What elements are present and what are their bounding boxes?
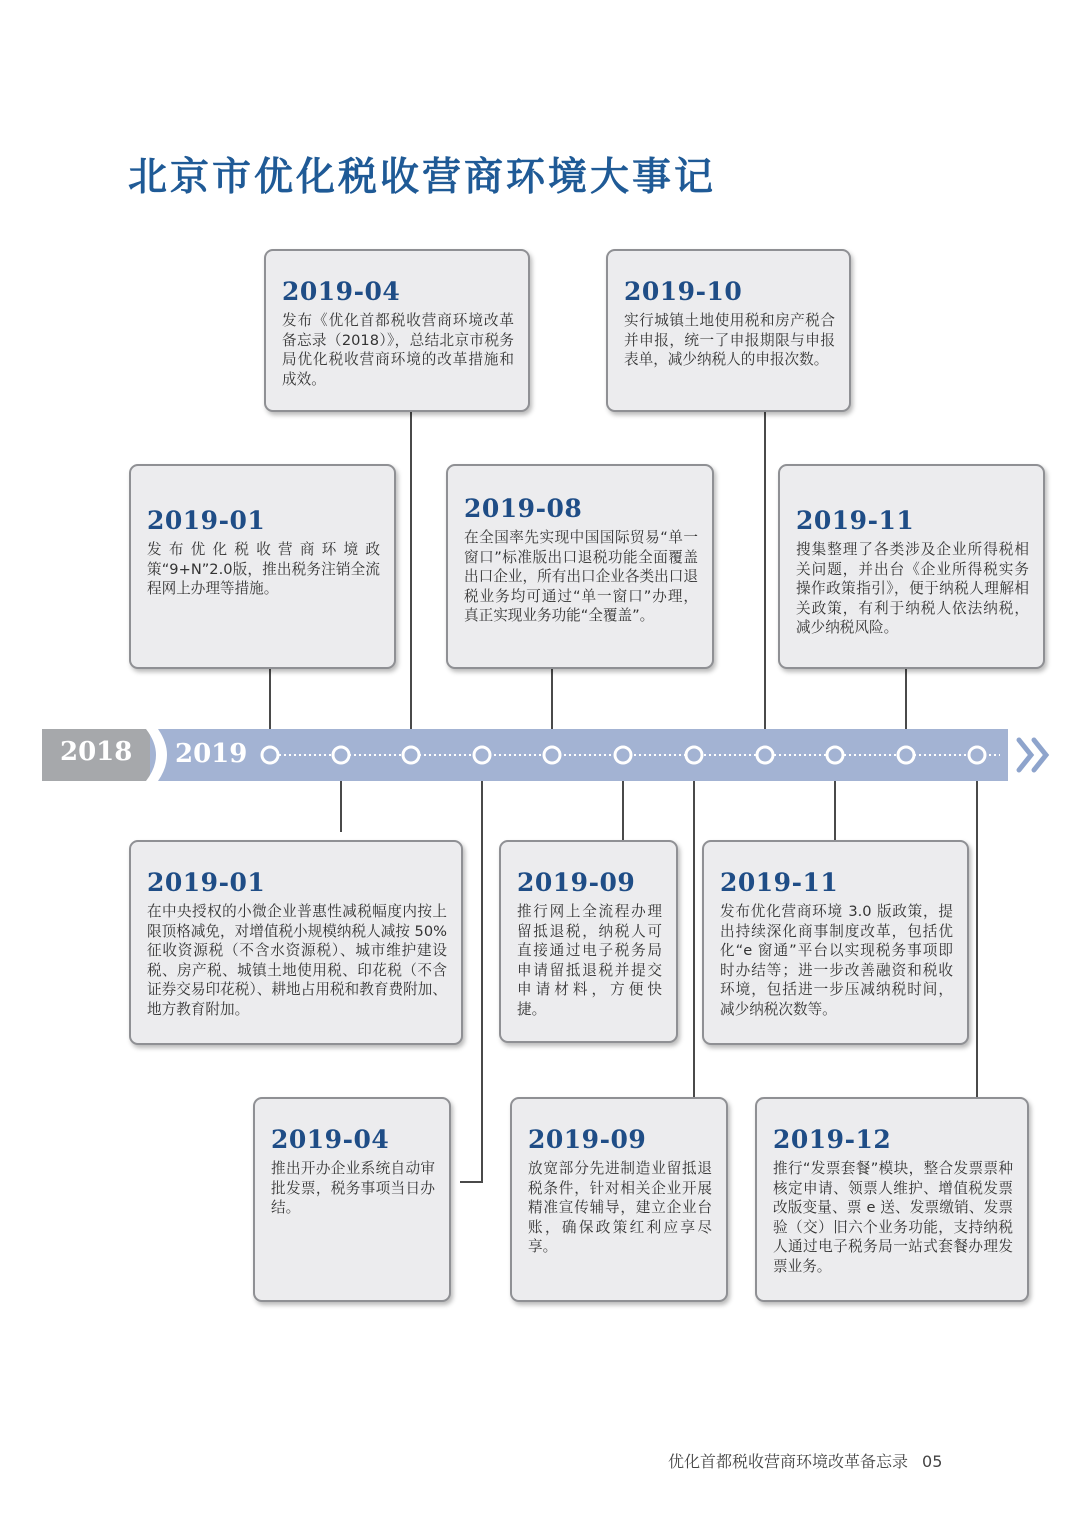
connector-line: [460, 1181, 483, 1183]
timeline: [0, 720, 1080, 790]
timeline-node: [898, 747, 914, 763]
event-card: [755, 1097, 1029, 1302]
event-text: 发布《优化首都税收营商环境改革备忘录（2018）》，总结北京市税务局优化税收营商环境的改革措施和成效。: [282, 312, 514, 388]
footer-doc-title: 优化首都税收营商环境改革备忘录: [668, 1452, 909, 1471]
event-date: 2019-08: [464, 494, 583, 523]
event-date: 2019-04: [271, 1125, 390, 1154]
chevron-right-icon: [1019, 740, 1046, 770]
event-card: [264, 249, 530, 412]
event-text: 在中央授权的小微企业普惠性减税幅度内按上限顶格减免，对增值税小规模纳税人减按 50% 征收资源税（不含水资源税）、城市维护建设税、房产税、城镇土地使用税、印花税（不含证券交易印花税）、耕地占用税和教育费附加、地方教育附加。: [147, 903, 447, 1018]
event-card: [253, 1097, 451, 1302]
year-label-2019: 2019: [175, 739, 248, 769]
event-card: [446, 464, 714, 669]
event-text: 发布优化营商环境 3.0 版政策，提出持续深化商事制度改革，包括优化“e 窗通”平台以实现税务事项即时办结等；进一步改善融资和税收环境，包括进一步压减纳税时间，减少纳税次数等。: [720, 903, 953, 1018]
timeline-node: [262, 747, 278, 763]
timeline-node: [686, 747, 702, 763]
event-card: [606, 249, 851, 412]
event-card: [702, 840, 969, 1045]
event-text: 放宽部分先进制造业留抵退税条件，针对相关企业开展精准宣传辅导，建立企业台账，确保政策红利应享尽享。: [528, 1160, 712, 1256]
event-date: 2019-01: [147, 506, 266, 535]
event-text: 搜集整理了各类涉及企业所得税相关问题，并出台《企业所得税实务操作政策指引》，便于纳税人理解相关政策，有利于纳税人依法纳税，减少纳税风险。: [796, 541, 1029, 637]
timeline-node: [544, 747, 560, 763]
timeline-node: [615, 747, 631, 763]
event-text: 实行城镇土地使用税和房产税合并申报，统一了申报期限与申报表单，减少纳税人的申报次数。: [624, 312, 835, 369]
connector-line: [481, 779, 483, 1183]
event-card: [129, 464, 396, 669]
event-text: 在全国率先实现中国国际贸易“单一窗口”标准版出口退税功能全面覆盖出口企业，所有出口企业各类出口退税业务均可通过“单一窗口”办理，真正实现业务功能“全覆盖”。: [464, 529, 698, 625]
event-date: 2019-10: [624, 277, 743, 306]
page-title: 北京市优化税收营商环境大事记: [128, 155, 717, 200]
event-text: 推行网上全流程办理留抵退税，纳税人可直接通过电子税务局申请留抵退税并提交申请材料，方便快捷。: [517, 903, 662, 1018]
event-date: 2019-09: [528, 1125, 647, 1154]
event-date: 2019-09: [517, 868, 636, 897]
event-date: 2019-11: [720, 868, 839, 897]
timeline-node: [333, 747, 349, 763]
connector-line: [693, 779, 695, 1097]
page-number: 05: [922, 1452, 943, 1471]
timeline-node: [827, 747, 843, 763]
event-card: [129, 840, 463, 1045]
connector-line: [976, 779, 978, 1097]
connector-line: [764, 410, 766, 731]
timeline-node: [969, 747, 985, 763]
event-date: 2019-11: [796, 506, 915, 535]
timeline-node: [757, 747, 773, 763]
event-card: [499, 840, 678, 1043]
year-label-2018: 2018: [60, 737, 133, 767]
event-card: [510, 1097, 728, 1302]
event-text: 推出开办企业系统自动审批发票，税务事项当日办结。: [271, 1160, 435, 1217]
event-date: 2019-01: [147, 868, 266, 897]
event-date: 2019-04: [282, 277, 401, 306]
timeline-node: [403, 747, 419, 763]
page-footer: [668, 1449, 942, 1472]
event-text: 发布优化税收营商环境政策“9+N”2.0版，推出税务注销全流程网上办理等措施。: [147, 541, 380, 598]
event-date: 2019-12: [773, 1125, 892, 1154]
connector-line: [410, 410, 412, 731]
timeline-node: [474, 747, 490, 763]
event-text: 推行“发票套餐”模块，整合发票票种核定申请、领票人维护、增值税发票改版变量、票 e 送、发票缴销、发票验（交）旧六个业务功能，支持纳税人通过电子税务局一站式套餐办理发票业务。: [773, 1160, 1013, 1275]
event-card: [778, 464, 1045, 669]
